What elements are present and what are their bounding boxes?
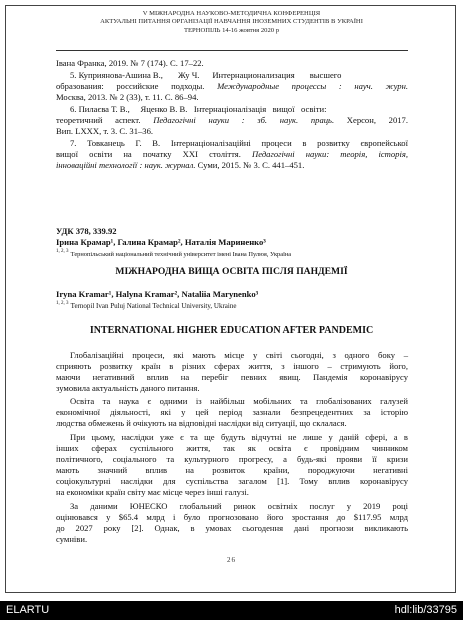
authors-ukrainian: Ірина Крамар¹, Галина Крамар², Наталія Мариненко³ — [56, 237, 266, 247]
reference-4-continuation: Івана Франка, 2019. № 7 (174). С. 17–22. — [56, 58, 204, 68]
reference-6-line-3: Вип. LXXX, т. 3. С. 31–36. — [56, 126, 154, 136]
header-line-3: ТЕРНОПІЛЬ 14-16 жовтня 2020 р — [183, 26, 279, 34]
paragraph-3-line-5: соціокультурні наслідки для суспільства загалом [1]. Тому вплив коронавірусу — [56, 476, 408, 486]
reference-6-line-2: теоретичний аспект. Педагогічні науки : зб. наук. праць. Херсон, 2017. — [56, 115, 408, 125]
paragraph-1-line-3: маючи негативний вплив на перебіг певних явищ. Пандемія коронавірусу — [56, 372, 408, 382]
repository-label: ELARTU — [6, 604, 50, 616]
title-ukrainian: МІЖНАРОДНА ВИЩА ОСВІТА ПІСЛЯ ПАНДЕМІЇ — [115, 266, 348, 277]
reference-7-line-1: 7. Товканець Г. В. Інтернаціоналізаційні процеси в розвитку європейської — [70, 138, 408, 148]
paragraph-3-line-1: При цьому, наслідки уже є та ще будуть відчутні не лише у даній сфері, а в — [70, 432, 408, 442]
paragraph-4-line-2: оцінювався у $65.4 млрд і було прогнозовано його зростання до $117.95 млрд — [56, 512, 408, 522]
affiliation-english: $^{1, 2, 3}$ Ternopil Ivan Puluj National Technical University, Ukraine — [56, 301, 237, 310]
paragraph-3-line-3: політичного, соціального та культурного прогресу, а будь-які прояви її кризи — [56, 454, 408, 464]
authors-english: Iryna Kramar¹, Halyna Kramar², Nataliia Marynenko³ — [56, 289, 259, 299]
reference-7-line-2: вищої освіти на початку ХХІ століття. Педагогічні науки: теорія, історія, — [56, 149, 408, 159]
paragraph-3-line-6: на економіки країн світу має місце через інші галузі. — [56, 487, 249, 497]
paragraph-4-line-1: За даними ЮНЕСКО глобальний ринок освітніх послуг у 2019 році — [70, 501, 408, 511]
reference-5-line-3: Москва, 2013. № 2 (33), т. 11. С. 86–94. — [56, 92, 199, 102]
paragraph-3-line-4: мають значний вплив на розвиток країни, породжуючи негативні — [56, 465, 408, 475]
reference-7-line-3: інноваційні технології : наук. журнал. Суми, 2015. № 3. С. 441–451. — [56, 160, 305, 170]
paragraph-2-line-2: економічної діяльності, які у цей період зазнали безпрецедентних за історію — [56, 407, 408, 417]
title-english: INTERNATIONAL HIGHER EDUCATION AFTER PANDEMIC — [89, 325, 374, 336]
header-line-2: АКТУАЛЬНІ ПИТАННЯ ОРГАНІЗАЦІЇ НАВЧАННЯ ІНОЗЕМНИХ СТУДЕНТІВ В УКРАЇНІ — [100, 18, 363, 26]
affiliation-ukrainian: $^{1, 2, 3}$ Тернопільський національний технічний університет імені Івана Пулюя, Україна — [56, 249, 292, 258]
paragraph-3-line-2: інших сферах суспільного життя, так як освіта є провідним чинником — [56, 443, 408, 453]
page-number: 26 — [227, 556, 236, 564]
header-line-1: V МІЖНАРОДНА НАУКОВО-МЕТОДИЧНА КОНФЕРЕНЦІЯ — [142, 10, 321, 17]
paragraph-1-line-1: Глобалізаційні процеси, які мають місце у світі сьогодні, з одного боку – — [70, 350, 408, 360]
paragraph-1-line-2: сприяють розвитку країн в різних сферах життя, з іншого – стримують його, — [56, 361, 408, 371]
paragraph-2-line-1: Освіта та наука є одними із найбільш мобільних та глобалізованих галузей — [70, 396, 408, 406]
conference-header — [0, 10, 463, 35]
reference-5-line-2: образования: российские подходы. Международные процессы : науч. журн. — [56, 81, 408, 91]
paragraph-1-line-4: зумовила актуальність даного питання. — [56, 383, 200, 393]
paragraph-4-line-3: до 2027 року [2]. Однак, в умовах сьогодення дані прогнози викликають — [56, 523, 408, 533]
reference-5-line-1: 5. Куприянова-Ашина В., Жу Ч. Интернационализация высшего — [70, 70, 342, 80]
handle-link[interactable]: hdl:lib/33795 — [394, 604, 457, 616]
paragraph-4-line-4: сумніви. — [56, 534, 88, 544]
paragraph-2-line-3: людства обмежень й очікують на відповідні наслідки від ситуації, що склалася. — [56, 418, 347, 428]
udc-code: УДК 378, 339.92 — [56, 226, 117, 236]
reference-6-line-1: 6. Пилаєва Т. В., Яценко В. В. Інтернаціоналізація вищої освіти: — [70, 104, 327, 114]
header-divider — [56, 50, 408, 51]
